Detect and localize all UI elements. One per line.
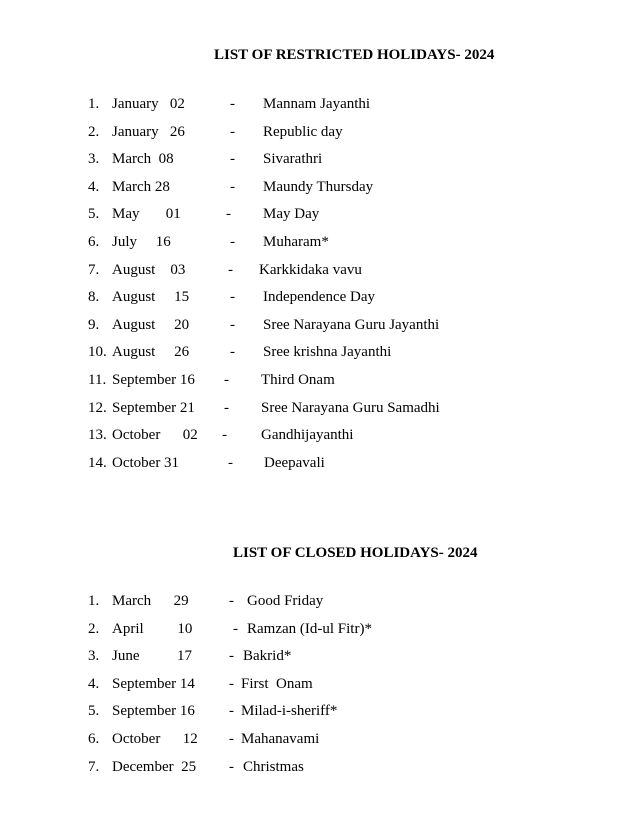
holiday-number: 13. xyxy=(88,427,107,444)
holiday-row xyxy=(0,315,644,335)
holiday-number: 4. xyxy=(88,178,100,195)
holiday-name: Ramzan (Id-ul Fitr)* xyxy=(247,620,372,637)
holiday-name: May Day xyxy=(263,206,320,223)
holiday-date: March 29 xyxy=(112,593,189,609)
holiday-name: Sivarathri xyxy=(263,151,323,168)
holiday-name: Deepavali xyxy=(264,454,325,471)
holiday-name: Good Friday xyxy=(247,593,324,609)
holiday-date: August 03 xyxy=(112,261,186,278)
holiday-number: 14. xyxy=(88,454,107,471)
holiday-name: Karkkidaka vavu xyxy=(259,261,362,278)
holiday-row xyxy=(0,122,644,142)
holiday-number: 2. xyxy=(88,123,100,140)
holiday-name: Independence Day xyxy=(263,289,376,306)
holiday-dash: - xyxy=(229,593,234,609)
holiday-name: Christmas xyxy=(243,758,304,775)
closed-holidays-title: LIST OF CLOSED HOLIDAYS- 2024 xyxy=(233,545,478,561)
holiday-name: Gandhijayanthi xyxy=(261,427,354,444)
holiday-date: August 20 xyxy=(112,316,190,333)
holiday-date: October 12 xyxy=(112,731,198,747)
holiday-dash: - xyxy=(224,399,229,416)
holiday-date: August 15 xyxy=(112,289,190,306)
holiday-row xyxy=(0,260,644,280)
holiday-name: Republic day xyxy=(263,123,343,140)
holiday-number: 10. xyxy=(88,344,107,361)
holiday-number: 2. xyxy=(88,620,100,637)
holiday-date: September 14 xyxy=(112,675,195,692)
holiday-number: 7. xyxy=(88,758,100,775)
holiday-row xyxy=(0,674,644,694)
holiday-number: 5. xyxy=(88,206,100,223)
holiday-date: September 21 xyxy=(112,399,195,416)
holiday-row xyxy=(0,370,644,390)
holiday-dash: - xyxy=(230,316,235,333)
holiday-number: 5. xyxy=(88,703,100,720)
holiday-date: September 16 xyxy=(112,703,195,720)
holiday-row xyxy=(0,619,644,639)
holiday-row xyxy=(0,149,644,169)
holiday-number: 7. xyxy=(88,261,100,278)
holiday-date: October 02 xyxy=(112,427,198,444)
holiday-date: April 10 xyxy=(112,620,193,637)
holiday-dash: - xyxy=(233,620,238,637)
holiday-dash: - xyxy=(228,454,233,471)
restricted-holidays-title: LIST OF RESTRICTED HOLIDAYS- 2024 xyxy=(214,47,495,63)
holiday-date: March 28 xyxy=(112,178,170,195)
holiday-dash: - xyxy=(229,703,234,720)
holiday-row xyxy=(0,425,644,445)
holiday-number: 1. xyxy=(88,593,100,609)
holiday-number: 9. xyxy=(88,316,100,333)
holiday-date: June 17 xyxy=(112,648,192,665)
holiday-number: 11. xyxy=(88,372,107,388)
holiday-dash: - xyxy=(230,234,235,250)
holiday-number: 12. xyxy=(88,399,107,416)
holiday-dash: - xyxy=(230,151,235,168)
holiday-date: December 25 xyxy=(112,758,197,775)
holiday-number: 6. xyxy=(88,731,100,747)
holiday-dash: - xyxy=(230,178,235,195)
holiday-date: July 16 xyxy=(112,234,171,250)
holiday-number: 8. xyxy=(88,289,100,306)
holiday-row xyxy=(0,757,644,777)
holiday-row xyxy=(0,591,644,611)
holiday-name: Third Onam xyxy=(261,372,335,388)
holiday-name: Sree Narayana Guru Samadhi xyxy=(261,399,440,416)
holiday-dash: - xyxy=(226,206,231,223)
holiday-dash: - xyxy=(229,648,234,665)
holiday-number: 3. xyxy=(88,648,100,665)
holiday-dash: - xyxy=(224,372,229,388)
holiday-dash: - xyxy=(229,675,234,692)
holiday-name: Mannam Jayanthi xyxy=(263,96,371,112)
holiday-dash: - xyxy=(230,96,235,112)
holiday-row xyxy=(0,177,644,197)
holiday-date: January 26 xyxy=(112,123,185,140)
holiday-date: January 02 xyxy=(112,96,185,112)
holiday-row xyxy=(0,398,644,418)
holiday-row xyxy=(0,204,644,224)
holiday-name: Mahanavami xyxy=(241,731,320,747)
holiday-row xyxy=(0,94,644,114)
holiday-date: March 08 xyxy=(112,151,174,168)
holiday-name: Maundy Thursday xyxy=(263,178,374,195)
holiday-name: Milad-i-sheriff* xyxy=(241,703,338,720)
holiday-date: October 31 xyxy=(112,454,180,471)
holiday-name: Bakrid* xyxy=(243,648,292,665)
holiday-row xyxy=(0,729,644,749)
holiday-date: September 16 xyxy=(112,372,195,388)
holiday-dash: - xyxy=(230,289,235,306)
holiday-dash: - xyxy=(230,123,235,140)
holiday-row xyxy=(0,287,644,307)
holiday-number: 6. xyxy=(88,234,100,250)
holiday-name: Sree Narayana Guru Jayanthi xyxy=(263,316,440,333)
holiday-row xyxy=(0,646,644,666)
holiday-date: May 01 xyxy=(112,206,181,223)
holiday-number: 3. xyxy=(88,151,100,168)
holiday-row xyxy=(0,701,644,721)
holiday-dash: - xyxy=(228,261,233,278)
holiday-row xyxy=(0,342,644,362)
holiday-number: 4. xyxy=(88,675,100,692)
holiday-dash: - xyxy=(229,731,234,747)
holiday-name: Muharam* xyxy=(263,234,329,250)
holiday-dash: - xyxy=(230,344,235,361)
holiday-row xyxy=(0,232,644,252)
holiday-date: August 26 xyxy=(112,344,190,361)
holiday-dash: - xyxy=(229,758,234,775)
holiday-dash: - xyxy=(222,427,227,444)
holiday-name: First Onam xyxy=(241,675,313,692)
holiday-number: 1. xyxy=(88,96,100,112)
holiday-row xyxy=(0,453,644,473)
holiday-name: Sree krishna Jayanthi xyxy=(263,344,392,361)
